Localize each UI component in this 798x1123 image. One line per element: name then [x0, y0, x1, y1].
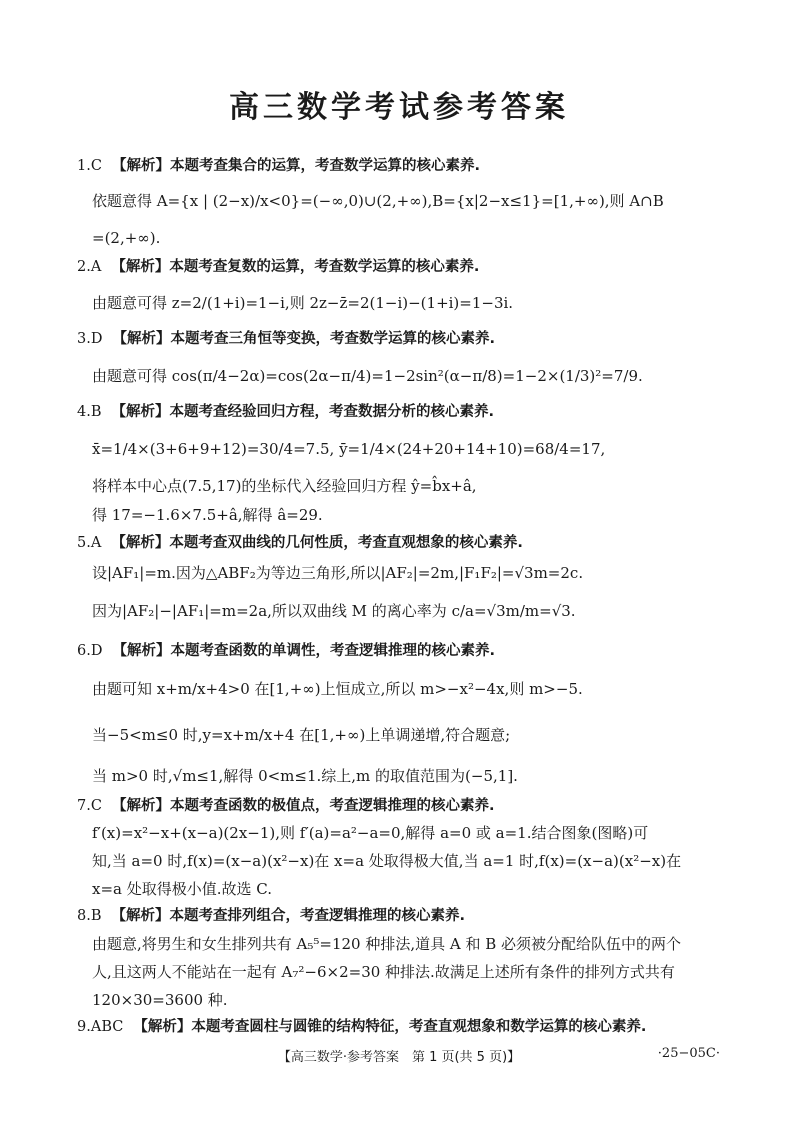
item-8-line-2: 人,且这两人不能站在一起有 A₇²−6×2=30 种排法.故满足上述所有条件的排列方式共有: [92, 963, 675, 981]
item-number: 3.: [77, 331, 91, 347]
item-6-line-1: 由题可知 x+m/x+4>0 在[1,+∞)上恒成立,所以 m>−x²−4x,则 m>−5.: [92, 680, 583, 698]
item-answer: C: [90, 798, 102, 814]
item-5-line-1: 设|AF₁|=m.因为△ABF₂为等边三角形,所以|AF₂|=2m,|F₁F₂|=√3m=2c.: [92, 564, 584, 582]
item-head: 【解析】本题考查集合的运算，考查数学运算的核心素养.: [111, 158, 480, 174]
item-answer: C: [90, 158, 102, 174]
item-7-heading: [77, 796, 494, 816]
item-2-line-1: 由题意可得 z=2/(1+i)=1−i,则 2z−z̄=2(1−i)−(1+i)=1−3i.: [92, 294, 514, 312]
item-number: 4.: [77, 404, 91, 420]
item-head: 【解析】本题考查圆柱与圆锥的结构特征，考查直观想象和数学运算的核心素养.: [133, 1019, 647, 1035]
item-6-line-2: 当−5<m≤0 时,y=x+m/x+4 在[1,+∞)上单调递增,符合题意;: [92, 726, 511, 744]
item-8-line-1: 由题意,将男生和女生排列共有 A₅⁵=120 种排法,道具 A 和 B 必须被分配给队伍中的两个: [92, 935, 682, 953]
item-3-line-1: 由题意可得 cos(π/4−2α)=cos(2α−π/4)=1−2sin²(α−π/8)=1−2×(1/3)²=7/9.: [92, 367, 643, 385]
item-answer: D: [90, 643, 103, 659]
item-head: 【解析】本题考查排列组合，考查逻辑推理的核心素养.: [111, 908, 466, 924]
footer-code: ·25−05C·: [657, 1046, 720, 1061]
item-4-line-3: 得 17=−1.6×7.5+â,解得 â=29.: [92, 506, 323, 524]
item-number: 9.: [77, 1019, 91, 1035]
item-head: 【解析】本题考查函数的单调性，考查逻辑推理的核心素养.: [112, 643, 495, 659]
item-1-line-2: =(2,+∞).: [92, 229, 161, 247]
item-7-line-3: x=a 处取得极小值.故选 C.: [92, 880, 272, 898]
item-number: 6.: [77, 643, 91, 659]
item-number: 2.: [77, 259, 91, 275]
item-4-heading: [77, 402, 494, 422]
item-answer: ABC: [90, 1019, 124, 1035]
item-3-heading: [77, 329, 495, 349]
item-1-line-1: 依题意得 A={x | (2−x)/x<0}=(−∞,0)∪(2,+∞),B={x|2−x≤1}=[1,+∞),则 A∩B: [92, 192, 664, 210]
item-6-heading: [77, 641, 495, 661]
item-9-heading: [77, 1017, 646, 1037]
item-5-line-2: 因为|AF₂|−|AF₁|=m=2a,所以双曲线 M 的离心率为 c/a=√3m/m=√3.: [92, 602, 576, 620]
item-head: 【解析】本题考查双曲线的几何性质，考查直观想象的核心素养.: [111, 535, 523, 551]
item-number: 5.: [77, 535, 91, 551]
item-4-line-1: x̄=1/4×(3+6+9+12)=30/4=7.5, ȳ=1/4×(24+20+14+10)=68/4=17,: [92, 440, 606, 458]
item-answer: A: [90, 259, 102, 275]
item-8-heading: [77, 906, 465, 926]
item-answer: B: [90, 908, 102, 924]
item-number: 8.: [77, 908, 91, 924]
item-5-heading: [77, 533, 523, 553]
item-4-line-2: 将样本中心点(7.5,17)的坐标代入经验回归方程 ŷ=b̂x+â,: [92, 477, 477, 495]
item-answer: D: [90, 331, 103, 347]
item-8-line-3: 120×30=3600 种.: [92, 991, 228, 1009]
item-head: 【解析】本题考查经验回归方程，考查数据分析的核心素养.: [111, 404, 495, 420]
item-head: 【解析】本题考查函数的极值点，考查逻辑推理的核心素养.: [111, 798, 495, 814]
item-1-heading: [77, 156, 480, 176]
item-2-heading: [77, 257, 479, 277]
item-head: 【解析】本题考查复数的运算，考查数学运算的核心素养.: [111, 259, 480, 275]
item-answer: A: [90, 535, 102, 551]
footer-page-info: 【高三数学·参考答案 第 1 页(共 5 页)】: [277, 1050, 521, 1065]
item-7-line-1: f′(x)=x²−x+(x−a)(2x−1),则 f′(a)=a²−a=0,解得 a=0 或 a=1.结合图象(图略)可: [92, 824, 649, 842]
page-title: 高三数学考试参考答案: [229, 90, 569, 125]
item-6-line-3: 当 m>0 时,√m≤1,解得 0<m≤1.综上,m 的取值范围为(−5,1].: [92, 767, 518, 785]
item-7-line-2: 知,当 a=0 时,f(x)=(x−a)(x²−x)在 x=a 处取得极大值,当 a=1 时,f(x)=(x−a)(x²−x)在: [92, 852, 682, 870]
item-head: 【解析】本题考查三角恒等变换，考查数学运算的核心素养.: [112, 331, 495, 347]
item-number: 1.: [77, 158, 91, 174]
item-number: 7.: [77, 798, 91, 814]
item-answer: B: [90, 404, 102, 420]
